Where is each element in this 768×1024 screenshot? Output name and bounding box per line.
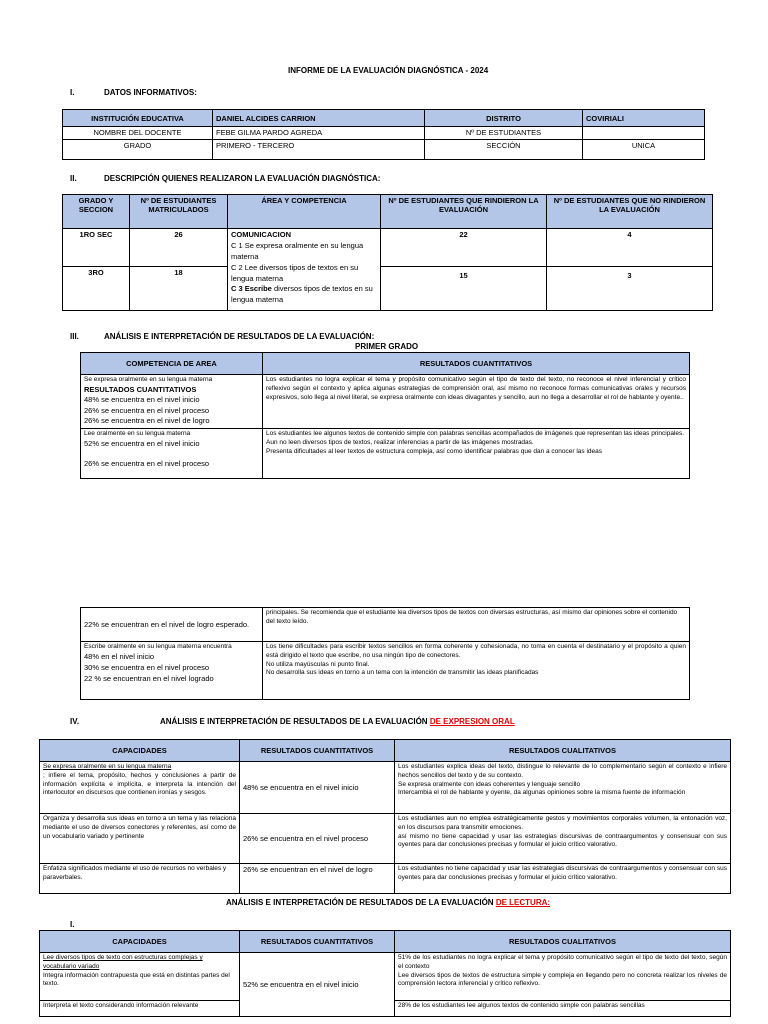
header-capacidades: CAPACIDADES [40, 740, 240, 762]
competencia-oral-name: Se expresa oralmente en su lengua materna [84, 376, 213, 383]
resultado-lectura-2: Aun no leen diversos tipos de textos, realizar inferencias a partir de las imágenes mostradas. [266, 438, 534, 446]
cualitativo-2-b: así mismo no tiene capacidad y usar las estrategias discursivas de contraargumentos y consensuar con sus oyentes para dar conclusiones precisas y formular el juicio crítico valorativo. [398, 832, 727, 849]
section-3-subtitle: PRIMER GRADO [355, 342, 419, 351]
label-grado: GRADO [63, 140, 213, 160]
capacidad-1-title: Se expresa oralmente en su lengua materna [43, 763, 172, 770]
value-n-estudiantes [583, 127, 705, 140]
resultado-escritura-2: No utiliza mayúsculas ni punto final. [266, 660, 370, 668]
spacer [84, 449, 259, 459]
competencia-2: C 2 Lee diversos tipos de textos en su lengua materna [231, 262, 359, 283]
table-row [63, 110, 705, 127]
table-row [81, 353, 690, 375]
header-grado-seccion: GRADO Y SECCION [63, 195, 130, 229]
header-cuantitativos: RESULTADOS CUANTITATIVOS [240, 931, 395, 953]
resultado-lectura-3: Presenta dificultades al leer textos de estructura compleja, así como identificar palabras que dan a conocer las ideas [266, 447, 603, 455]
lectura-capacidad-2: Interpreta el texto considerando información relevante [40, 1001, 240, 1017]
report-title: INFORME DE LA EVALUACIÓN DIAGNÓSTICA - 2024 [288, 66, 489, 75]
header-competencia-area: COMPETENCIA DE AREA [81, 353, 263, 375]
value-institucion: DANIEL ALCIDES CARRION [213, 110, 425, 127]
capacidad-2: Organiza y desarrolla sus ideas en torno a un tema y las relaciona mediante el uso de diversos conectores y referentes, así como de un vocabulario variado y pertinente [40, 814, 240, 864]
expresion-oral-table [39, 739, 731, 894]
datos-informativos-table [62, 109, 705, 160]
competencia-3 [231, 284, 377, 306]
label-seccion: SECCIÓN [425, 140, 583, 160]
label-distrito: DISTRITO [425, 110, 583, 127]
table-row [63, 229, 713, 267]
header-cualitativos: RESULTADOS CUALITATIVOS [395, 740, 731, 762]
lectura-cuantitativo-1: 52% se encuentra en el nivel inicio [240, 953, 395, 1017]
section-5-title-highlight: DE LECTURA: [495, 898, 551, 907]
resultados-primer-grado-table [80, 352, 690, 479]
grado-1ro: 1RO SEC [63, 229, 130, 267]
lectura-cualitativo-1-a: 51% de los estudiantes no logra explicar el tema y propósito comunicativo según el tipo de texto del texto, según el contexto [398, 954, 727, 970]
competencia-lectura-inicio: 52% se encuentra en el nivel inicio [84, 438, 200, 448]
rindieron-1ro: 22 [381, 229, 547, 267]
competencia-oral-logro: 26% se encuentra en el nivel de logro [84, 416, 210, 426]
table-row [40, 931, 731, 953]
lectura-capacidad-1-text: Integra información contrapuesta que está en distintas partes del texto. [43, 971, 230, 988]
no-rindieron-1ro: 4 [547, 229, 713, 267]
value-grado: PRIMERO - TERCERO [213, 140, 425, 160]
competencia-lectura-proceso: 26% se encuentra en el nivel proceso [84, 459, 210, 469]
table-row [40, 762, 731, 814]
section-4-title-highlight: DE EXPRESION ORAL [429, 717, 515, 726]
competencia-escritura-logro: 22 % se encuentran en el nivel logrado [84, 673, 214, 683]
competencia-escritura-proceso: 30% se encuentra en el nivel proceso [84, 662, 210, 672]
value-docente: FEBE GILMA PARDO AGREDA [213, 127, 425, 140]
section-5-number: I. [70, 920, 75, 929]
lectura-cualitativo-1-b: Lee diversos tipos de textos de estructura simple y compleja en llegando pero no concreta realizar los niveles de comprensión lectora inferencial y crítico reflexivo. [398, 971, 727, 988]
participantes-table [62, 194, 713, 311]
competencia-oral-proceso: 26% se encuentra en el nivel proceso [84, 405, 210, 415]
label-institucion: INSTITUCIÓN EDUCATIVA [63, 110, 213, 127]
section-1-title: DATOS INFORMATIVOS: [104, 88, 197, 97]
cualitativo-3: Los estudiantes no tiene capacidad y usar las estrategias discursivas de contraargumentos y consensuar con sus oyentes para dar conclusiones precisas y formular el juicio crítico valorativo. [395, 864, 731, 894]
header-no-rindieron: Nº DE ESTUDIANTES QUE NO RINDIERON LA EVALUACIÓN [547, 195, 713, 229]
cuantitativo-1: 48% se encuentra en el nivel inicio [240, 762, 395, 814]
no-rindieron-3ro: 3 [547, 267, 713, 311]
resultado-lectura-cell [263, 429, 690, 479]
competencia-1: C 1 Se expresa oralmente en su lengua materna [231, 240, 364, 261]
label-n-estudiantes: Nº DE ESTUDIANTES [425, 127, 583, 140]
table-row [40, 814, 731, 864]
table-row [63, 195, 713, 229]
table-row [63, 127, 705, 140]
cualitativo-1-b: Se expresa oralmente con ideas coherentes y lenguaje sencillo [398, 780, 581, 788]
cualitativo-1-cell [395, 762, 731, 814]
section-4-title-text: ANÁLISIS E INTERPRETACIÓN DE RESULTADOS DE LA EVALUACIÓN [160, 717, 428, 726]
competencia-3-label: C 3 Escribe [231, 284, 272, 294]
rindieron-3ro: 15 [381, 267, 547, 311]
area-competencia-cell [228, 229, 381, 311]
table-row [81, 608, 690, 642]
lectura-cualitativo-2: 28% de los estudiantes lee algunos textos de contenido simple con palabras sencillas [395, 1001, 731, 1017]
header-cualitativos: RESULTADOS CUALITATIVOS [395, 931, 731, 953]
lectura-table [39, 930, 731, 1017]
section-4-number: IV. [70, 717, 80, 726]
section-5-title-text: ANÁLISIS E INTERPRETACIÓN DE RESULTADOS DE LA EVALUACIÓN [226, 898, 494, 907]
section-2-title: DESCRIPCIÓN QUIENES REALIZARON LA EVALUACIÓN DIAGNÓSTICA: [104, 174, 381, 183]
lectura-capacidad-1-title: Lee diversos tipos de texto con estructuras complejas y vocabulario variado [43, 954, 203, 970]
table-row [40, 740, 731, 762]
resultado-escritura-cell [263, 642, 690, 700]
section-1-number: I. [70, 88, 75, 97]
matriculados-3ro: 18 [130, 267, 228, 311]
capacidad-1-cell [40, 762, 240, 814]
competencia-oral-heading: RESULTADOS CUANTITATIVOS [84, 384, 197, 394]
matriculados-1ro: 26 [130, 229, 228, 267]
cuantitativo-3: 26% se encuentran en el nivel de logro [240, 864, 395, 894]
competencia-oral-cell [81, 375, 263, 429]
header-resultados: RESULTADOS CUANTITATIVOS [263, 353, 690, 375]
table-row [63, 267, 713, 311]
table-row [63, 140, 705, 160]
resultado-lectura-continuacion: principales. Se recomienda que el estudiante lea diversos tipos de textos con diversas estructuras, así mismo dar opiniones sobre el contenido del texto leído. [263, 608, 690, 642]
resultado-lectura-1: Los estudiantes lee algunos textos de contenido simple con palabras sencillas acompañados de imágenes que representan las ideas principales. [266, 430, 685, 437]
cualitativo-1-c: Intercambia el rol de hablante y oyente, da algunas opiniones sobre la misma fuente de información [398, 789, 686, 797]
cuantitativo-2: 26% se encuentra en el nivel proceso [240, 814, 395, 864]
resultado-escritura-1: Los tiene dificultades para escribir textos sencillos en forma coherente y cohesionada, no toma en cuenta el destinatario y el propósito a quien está dirigido el texto que escribe, no usa ningún tipo de conectores. [266, 643, 686, 659]
competencia-lectura-logro: 22% se encuentran en el nivel de logro esperado. [81, 608, 263, 642]
header-rindieron: Nº DE ESTUDIANTES QUE RINDIERON LA EVALUACIÓN [381, 195, 547, 229]
section-5-title [226, 898, 550, 907]
competencia-lectura-cell [81, 429, 263, 479]
resultado-escritura-3: No desarrolla sus ideas en torno a un tema con la intención de transmitir las ideas planificadas [266, 669, 539, 677]
competencia-oral-inicio: 48% se encuentra en el nivel inicio [84, 395, 200, 405]
section-3-number: III. [70, 332, 79, 341]
competencia-escritura-name: Escribe oralmente en su lengua materna encuentra [84, 643, 232, 650]
grado-3ro: 3RO [63, 267, 130, 311]
table-row [81, 375, 690, 429]
value-seccion: UNICA [583, 140, 705, 160]
section-4-title [160, 717, 515, 726]
table-row [81, 429, 690, 479]
value-distrito: COVIRIALI [583, 110, 705, 127]
section-3-title: ANÁLISIS E INTERPRETACIÓN DE RESULTADOS DE LA EVALUACIÓN: [104, 332, 375, 341]
competencia-escritura-inicio: 48% en el nivel inicio [84, 651, 155, 661]
table-row [40, 864, 731, 894]
header-cuantitativos: RESULTADOS CUANTITATIVOS [240, 740, 395, 762]
resultado-oral-text: Los estudiantes no logra explicar el tema y propósito comunicativo según el tipo de texto del texto, no reconoce el nivel inferencial y crítico reflexivo según el contexto y aplica algunas estrategias de comprensión oral, así mismo no reconoce formas comunicativas orales y recursos expresivos, solo llega al nivel literal, se expresa oralmente con ideas divagantes y sencillo, aun no llega a desarrollar el rol de hablante y oyente.. [263, 375, 690, 429]
lectura-cualitativo-1-cell [395, 953, 731, 1001]
cualitativo-1-a: Los estudiantes explica ideas del texto, distingue lo relevante de lo complementario según el contexto e infiere hechos sencillos del texto y de su contexto. [398, 763, 727, 779]
competencia-3-text: diversos tipos de textos en su lengua materna [231, 284, 373, 305]
resultados-continuacion-table [80, 607, 690, 700]
table-row [81, 642, 690, 700]
label-docente: NOMBRE DEL DOCENTE [63, 127, 213, 140]
capacidad-1-text: ; infiere el tema, propósito, hechos y conclusiones a partir de información explícita e implícita, e interpreta la intención del interlocutor en discursos que contienen ironías y sesgos. [43, 771, 236, 797]
cualitativo-2-cell [395, 814, 731, 864]
lectura-capacidad-1-cell [40, 953, 240, 1001]
header-matriculados: Nº DE ESTUDIANTES MATRICULADOS [130, 195, 228, 229]
area-name: COMUNICACION [231, 230, 291, 239]
table-row [40, 953, 731, 1001]
capacidad-3: Enfatiza significados mediante el uso de recursos no verbales y paraverbales. [40, 864, 240, 894]
section-2-number: II. [70, 174, 77, 183]
competencia-lectura-name: Lee oralmente en su lengua materna [84, 430, 191, 437]
cualitativo-2-a: Los estudiantes aun no emplea estratégicamente gestos y movimientos corporales volumen, la entonación voz, en los discursos para transmitir emociones. [398, 815, 727, 831]
competencia-escritura-cell [81, 642, 263, 700]
header-area-competencia: ÁREA Y COMPETENCIA [228, 195, 381, 229]
header-capacidades: CAPACIDADES [40, 931, 240, 953]
